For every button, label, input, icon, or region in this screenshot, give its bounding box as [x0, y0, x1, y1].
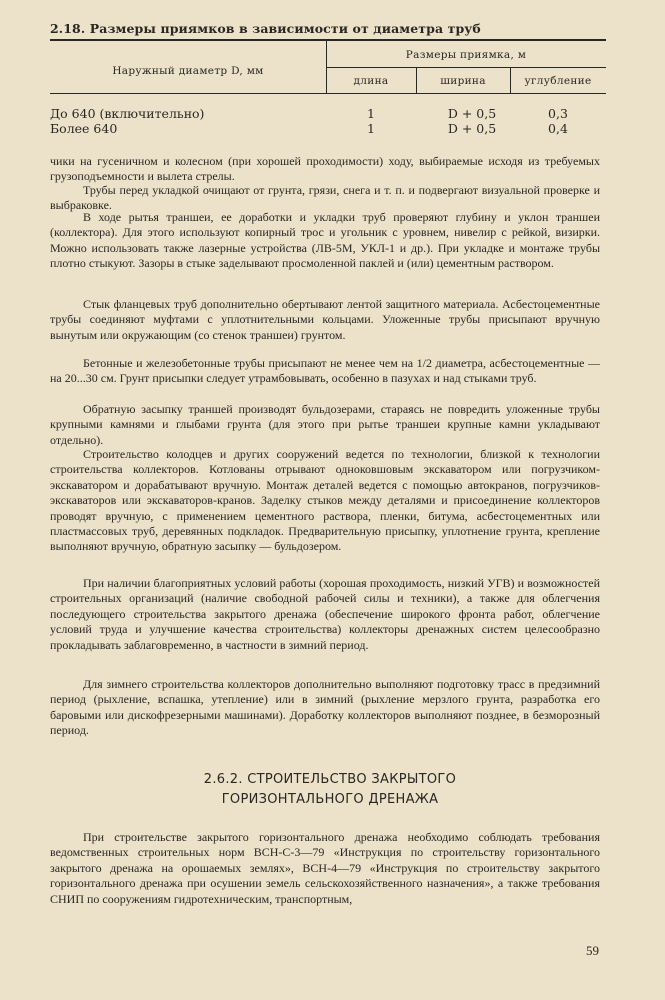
- section-title-line-1: 2.6.2. СТРОИТЕЛЬСТВО ЗАКРЫТОГО: [203, 772, 457, 787]
- table-row-2-length: 1: [367, 121, 375, 136]
- body-paragraph-2: Трубы перед укладкой очищают от грунта, грязи, снега и т. п. и подвергают визуальной проверке и выбраковке.: [50, 183, 600, 213]
- table-subheader-depth: углубление: [524, 75, 592, 87]
- table-header-group: Размеры приямка, м: [405, 49, 527, 61]
- table-subheader-width: ширина: [440, 75, 486, 87]
- body-paragraph-6: Обратную засыпку траншей производят бульдозерами, стараясь не повредить уложенные трубы крупными камнями и глыбами грунта (для этого при рытье траншеи крупные камни укладывают отдельно).: [50, 402, 600, 447]
- table-caption: 2.18. Размеры приямков в зависимости от диаметра труб: [50, 21, 481, 36]
- section-paragraph: При строительстве закрытого горизонтального дренажа необходимо соблюдать требования ведомственных строительных норм ВСН-С-3—79 «Инструкция по строительству горизонтального закрытого дренажа на орошаемых землях», ВСН-4—79 «Инструкция по строительству закрытого горизонтального дренажа при осушении земель сельскохозяйственного назначения», а также требования СНИП по сооружениям гидротехническим, транспортным,: [50, 830, 600, 906]
- page-number: 59: [586, 943, 599, 958]
- body-paragraph-3: В ходе рытья траншеи, ее доработки и укладки труб проверяют глубину и уклон траншеи (коллектора). Для этого используют копирный трос и угольник с уровнем, нивелир с рейкой, визирки. Можно использовать также лазерные устройства (ЛВ-5М, УКЛ-1 и др.). При укладке и монтаже трубы плотно стыкуют. Зазоры в стыке заделывают просмоленной паклей и (или) цементным раствором.: [50, 210, 600, 271]
- table-row-2-diameter: Более 640: [50, 121, 118, 136]
- table-row-2-width: D + 0,5: [447, 121, 497, 136]
- table-row-2-depth: 0,4: [548, 121, 568, 136]
- table-row-1-diameter: До 640 (включительно): [50, 106, 205, 121]
- table-subheader-length: длина: [353, 75, 389, 87]
- section-title-line-2: ГОРИЗОНТАЛЬНОГО ДРЕНАЖА: [221, 792, 439, 807]
- body-paragraph-8: При наличии благоприятных условий работы (хорошая проходимость, низкий УГВ) и возможностей строительных организаций (наличие свободной рабочей силы и техники), а также для облегчения последующего строительства закрытого дренажа (обеспечение широкого фронта работ, облегчение условий труда и улучшение качества строительства) коллекторы дренажных систем целесообразно прокладывать заблаговременно, в частности в зимний период.: [50, 576, 600, 652]
- table-header-bottom-rule: [50, 93, 606, 94]
- table-row-1-width: D + 0,5: [447, 106, 497, 121]
- table-row-1-depth: 0,3: [548, 106, 568, 121]
- body-paragraph-5: Бетонные и железобетонные трубы присыпают не менее чем на 1/2 диаметра, асбестоцементные — на 20...30 см. Грунт присыпки следует утрамбовывать, особенно в пазухах и над стыками труб.: [50, 356, 600, 386]
- body-paragraph-4: Стык фланцевых труб дополнительно обертывают лентой защитного материала. Асбестоцементные трубы соединяют муфтами с уплотнительными кольцами. Уложенные трубы присыпают вручную вынутым или окружающим (со стенок траншеи) грунтом.: [50, 297, 600, 342]
- body-paragraph-1: чики на гусеничном и колесном (при хорошей проходимости) ходу, выбираемые исходя из требуемых грузоподъемности и вылета стрелы.: [50, 154, 600, 184]
- table-top-rule: [50, 39, 606, 41]
- table-row-1-length: 1: [367, 106, 375, 121]
- body-paragraph-7: Строительство колодцев и других сооружений ведется по технологии, близкой к технологии строительства коллекторов. Котлованы отрывают одноковшовым экскаватором или погрузчиком-экскаватором и дорабатывают вручную. Монтаж деталей ведется с помощью автокранов, погрузчиков-экскаваторов или экскаваторов-кранов. Заделку стыков между деталями и присоединение коллекторов проводят вручную, с применением цементного раствора, пленки, битума, асбестоцементных или пластмассовых труб, деревянных подкладок. Предварительную присыпку, уплотнение грунта, крепление выполняют вручную, обратную засыпку — бульдозером.: [50, 447, 600, 554]
- table-group-underline: [326, 67, 606, 68]
- body-paragraph-9: Для зимнего строительства коллекторов дополнительно выполняют подготовку трасс в предзимний период (рыхление, вспашка, утепление) или в зимний (рыхление мерзлого грунта, разработка его баровыми или дискофрезерными машинами). Доработку коллекторов выполняют позднее, в безморозный период.: [50, 677, 600, 738]
- table-header-diameter: Наружный диаметр D, мм: [112, 65, 264, 77]
